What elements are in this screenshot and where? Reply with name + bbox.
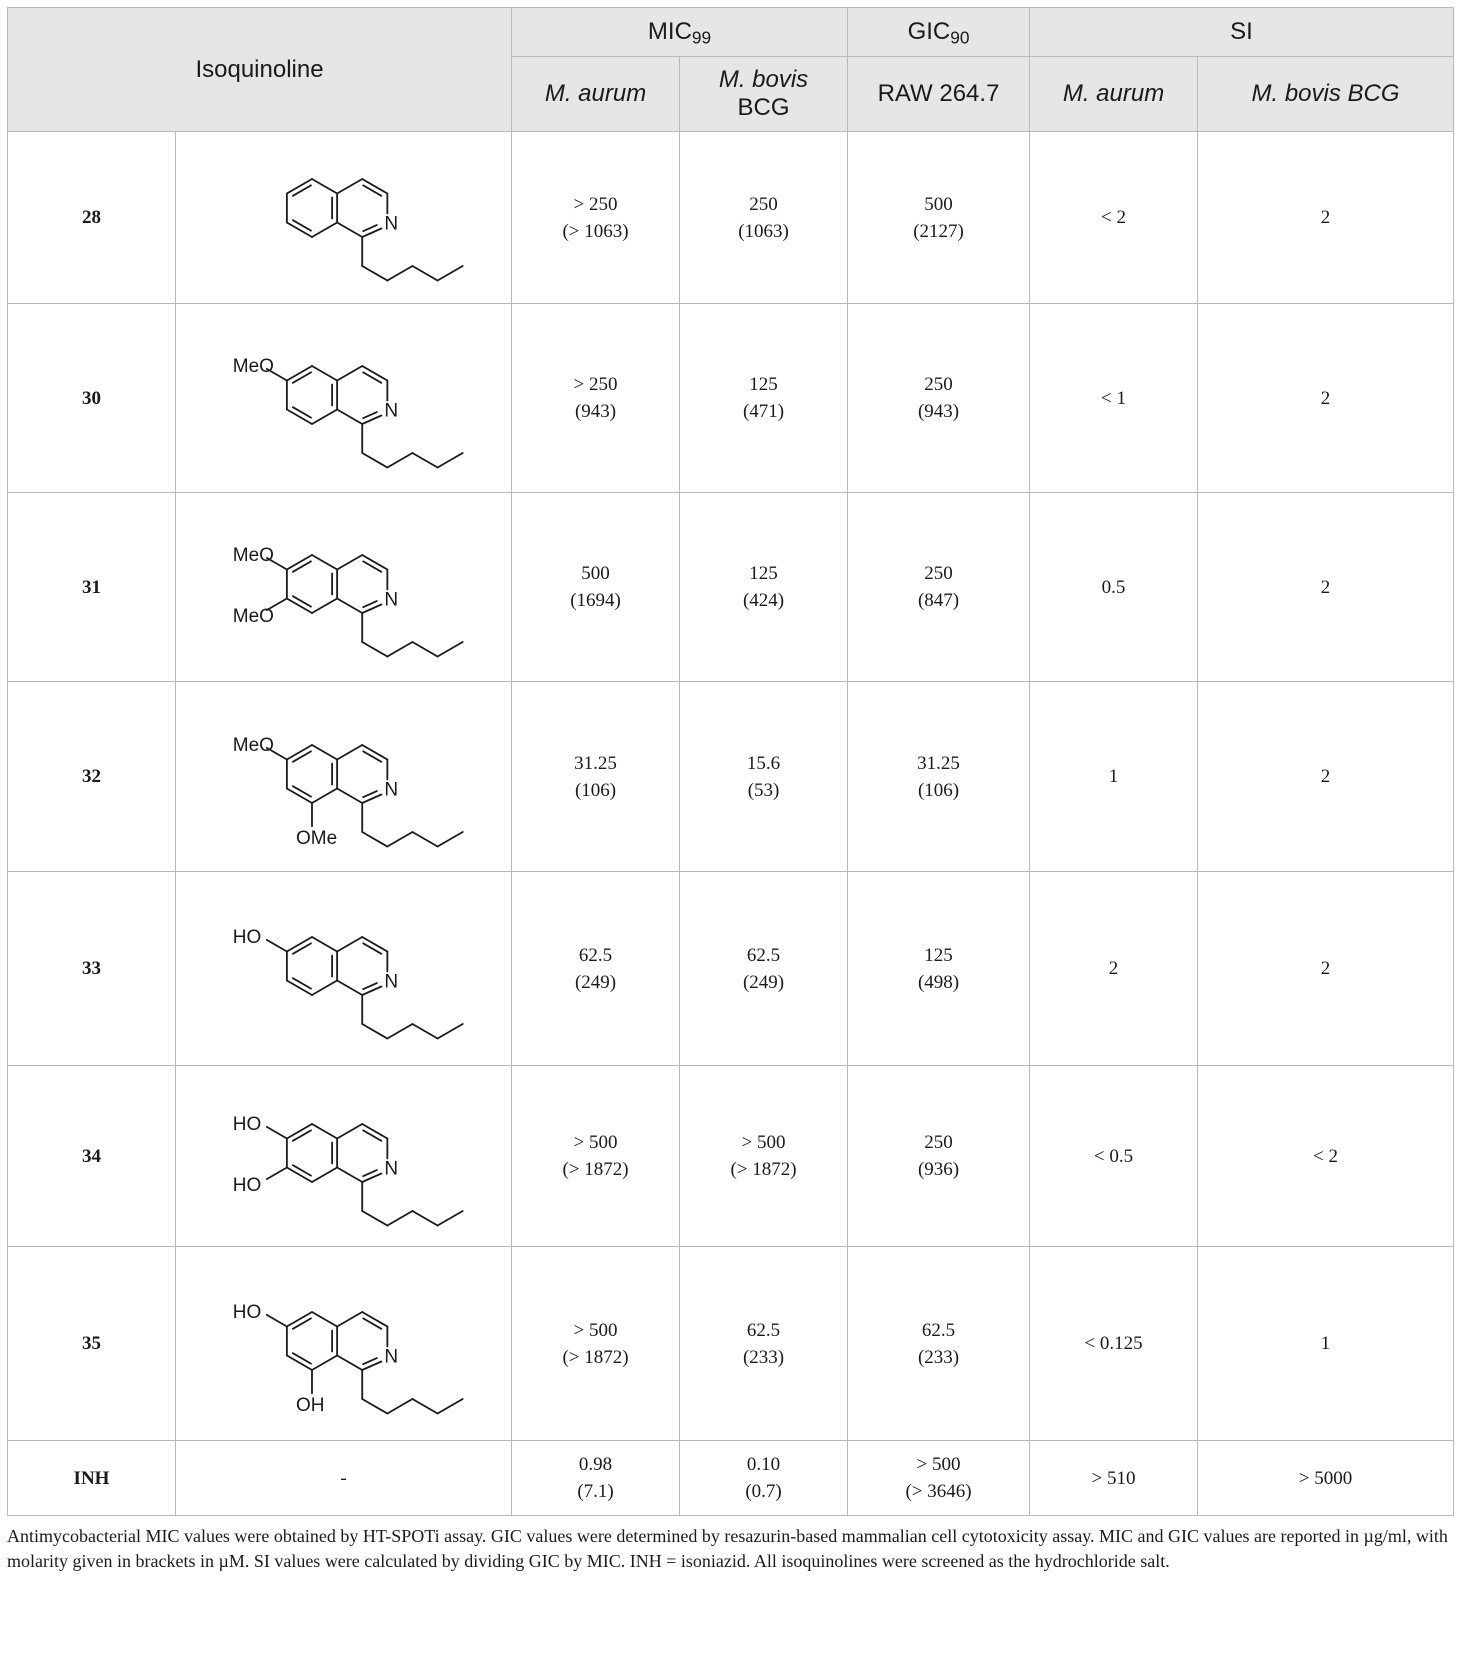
chain-bond [387, 642, 412, 657]
ring-bond [337, 1355, 362, 1370]
gic-cell [848, 1247, 1030, 1441]
isoquinoline-structure [194, 884, 494, 1054]
compound-id: 30 [8, 304, 176, 493]
chain-bond [387, 453, 412, 468]
compound-id: 32 [8, 682, 176, 872]
substituent-8-label: OH [295, 1394, 324, 1416]
gic-value: 250 [924, 374, 953, 395]
table-row [8, 872, 1454, 1066]
nitrogen-label: N [383, 1346, 398, 1367]
mic-m-aurum-cell [512, 1247, 680, 1441]
chain-bond [412, 1024, 437, 1039]
double-bond [363, 412, 377, 418]
ring-bond [312, 1312, 337, 1327]
gic-molar: (847) [917, 590, 960, 611]
mic-m-bovis-cell [680, 132, 848, 304]
chain-bond [362, 1024, 387, 1039]
header-gic-sub: 90 [950, 27, 970, 48]
double-bond [363, 1130, 381, 1140]
ring-bond [312, 1355, 337, 1370]
mic-m-bovis-value: 62.5 [746, 944, 781, 966]
header-gic90 [848, 8, 1030, 57]
header-m-bovis-line1: M. bovis [718, 66, 809, 93]
gic-value: > 500 [916, 1454, 961, 1475]
nitrogen-label: N [383, 400, 398, 422]
si-m-bovis-cell: 1 [1198, 1247, 1454, 1441]
gic-cell [848, 493, 1030, 682]
table-header [8, 8, 1454, 132]
mic-m-bovis-molar: (1063) [738, 220, 789, 242]
table-row [8, 304, 1454, 493]
double-bond [363, 185, 381, 195]
isoquinoline-structure [194, 692, 494, 862]
chain-bond [437, 453, 462, 468]
ring-bond [337, 179, 362, 194]
ring-bond [337, 1312, 362, 1327]
substituent-6-label: HO [232, 1301, 261, 1323]
gic-molar: (233) [917, 1346, 960, 1368]
mic-m-aurum-molar: (> 1063) [562, 220, 629, 242]
ring-bond [312, 1124, 337, 1139]
chain-bond [362, 832, 387, 847]
header-isoquinoline: Isoquinoline [8, 8, 512, 132]
ring-bond [337, 366, 362, 381]
gic-value: 500 [924, 193, 953, 215]
mic-m-aurum-value: > 250 [573, 374, 618, 395]
ring-bond [312, 410, 337, 425]
chain-bond [437, 642, 462, 657]
gic-molar: (2127) [913, 220, 964, 242]
ring-bond [312, 555, 337, 570]
ring-bond [337, 410, 362, 425]
mic-m-bovis-molar: (233) [742, 1346, 785, 1368]
isoquinoline-structure [194, 313, 494, 483]
mic-m-bovis-molar: (53) [747, 779, 780, 801]
nitrogen-label: N [383, 589, 398, 611]
ring-bond [312, 1168, 337, 1183]
gic-value: 250 [924, 563, 953, 584]
si-m-aurum-cell: < 1 [1030, 304, 1198, 493]
isoquinoline-structure [194, 1259, 494, 1429]
double-bond [292, 1353, 310, 1363]
gic-value: 125 [924, 944, 953, 966]
gic-cell [848, 1066, 1030, 1247]
header-si-m-aurum: M. aurum [1030, 57, 1198, 132]
header-si: SI [1030, 8, 1454, 57]
header-gic-label: GIC [907, 18, 951, 45]
si-m-bovis-cell: < 2 [1198, 1066, 1454, 1247]
double-bond [292, 1318, 310, 1328]
ring-bond [337, 937, 362, 952]
compound-id: 35 [8, 1247, 176, 1441]
gic-cell [848, 132, 1030, 304]
isoquinoline-structure [194, 502, 494, 672]
double-bond [292, 185, 310, 195]
double-bond [363, 1318, 381, 1328]
structure-cell [176, 682, 512, 872]
mic-m-bovis-cell [680, 304, 848, 493]
gic-value: 62.5 [921, 1319, 956, 1341]
mic-m-bovis-value: 15.6 [746, 752, 781, 774]
ring-bond [337, 555, 362, 570]
substituent-8-label: OMe [295, 827, 337, 849]
gic-molar: (498) [917, 971, 960, 993]
mic-m-bovis-cell [680, 493, 848, 682]
si-m-aurum-cell: < 0.5 [1030, 1066, 1198, 1247]
mic-m-bovis-value: 0.10 [746, 1454, 781, 1475]
mic-m-aurum-value: > 500 [573, 1132, 618, 1153]
mic-m-aurum-value: 500 [581, 563, 610, 584]
gic-cell [848, 1441, 1030, 1516]
gic-value: 250 [924, 1132, 953, 1153]
table-row-control [8, 1441, 1454, 1516]
substituent-bond [266, 1168, 286, 1180]
mic-m-bovis-molar: (471) [742, 401, 785, 422]
chain-bond [362, 1399, 387, 1414]
double-bond [292, 596, 310, 606]
mic-m-aurum-value: 31.25 [574, 752, 617, 774]
chain-bond [437, 266, 462, 281]
chain-bond [412, 453, 437, 468]
chain-bond [387, 1024, 412, 1039]
chain-bond [387, 1399, 412, 1414]
mic-m-aurum-value: > 500 [573, 1319, 618, 1341]
table-container [7, 7, 1453, 1574]
substituent-7-label: MeO [232, 606, 274, 628]
structure-cell [176, 304, 512, 493]
double-bond [363, 791, 377, 797]
mic-m-bovis-molar: (0.7) [745, 1481, 782, 1502]
mic-m-bovis-cell [680, 872, 848, 1066]
substituent-6-label: HO [232, 1113, 261, 1135]
double-bond [363, 1170, 377, 1176]
mic-m-aurum-cell [512, 493, 680, 682]
ring-bond [312, 745, 337, 760]
gic-molar: (936) [917, 1159, 960, 1180]
mic-m-bovis-value: > 500 [741, 1132, 786, 1153]
chain-bond [412, 1399, 437, 1414]
mic-m-bovis-cell [680, 1441, 848, 1516]
mic-m-aurum-molar: (106) [574, 779, 617, 801]
mic-m-bovis-molar: (424) [742, 590, 785, 611]
table-row [8, 1066, 1454, 1247]
mic-m-aurum-molar: (> 1872) [562, 1346, 629, 1368]
si-m-aurum-cell: > 510 [1030, 1441, 1198, 1516]
ring-bond [337, 788, 362, 803]
header-gic-raw: RAW 264.7 [848, 57, 1030, 132]
si-m-bovis-cell: 2 [1198, 304, 1454, 493]
gic-cell [848, 682, 1030, 872]
substituent-bond [266, 939, 286, 951]
chain-bond [412, 1211, 437, 1226]
mic-m-aurum-cell [512, 1441, 680, 1516]
mic-m-aurum-value: 0.98 [578, 1454, 613, 1475]
structure-cell [176, 1247, 512, 1441]
mic-m-aurum-cell [512, 872, 680, 1066]
double-bond [292, 786, 310, 796]
ring-bond [312, 937, 337, 952]
si-m-aurum-cell: 1 [1030, 682, 1198, 872]
structure-cell [176, 493, 512, 682]
header-si-m-bovis-text: M. bovis BCG [1251, 80, 1400, 107]
chain-bond [437, 832, 462, 847]
double-bond [363, 983, 377, 989]
double-bond [363, 943, 381, 953]
header-mic-sub: 99 [691, 27, 712, 48]
double-bond [292, 561, 310, 571]
structure-cell [176, 1066, 512, 1247]
mic-m-aurum-cell [512, 682, 680, 872]
chain-bond [437, 1211, 462, 1226]
table-row [8, 1247, 1454, 1441]
mic-m-aurum-molar: (1694) [570, 590, 621, 611]
double-bond [292, 372, 310, 382]
compound-id: 33 [8, 872, 176, 1066]
table-body [8, 132, 1454, 1516]
nitrogen-label: N [383, 779, 398, 800]
mic-m-aurum-cell [512, 304, 680, 493]
si-m-aurum-cell: < 2 [1030, 132, 1198, 304]
header-mic-m-aurum: M. aurum [512, 57, 680, 132]
header-m-bovis-line2: BCG [737, 94, 790, 121]
substituent-bond [266, 1314, 286, 1326]
chain-bond [412, 266, 437, 281]
nitrogen-label: N [383, 971, 398, 992]
substituent-7-label: HO [232, 1175, 261, 1197]
mic-m-bovis-value: 250 [749, 193, 778, 215]
double-bond [363, 751, 381, 761]
gic-molar: (943) [917, 401, 960, 422]
si-m-aurum-cell: 0.5 [1030, 493, 1198, 682]
chain-bond [362, 1211, 387, 1226]
chain-bond [387, 832, 412, 847]
mic-m-bovis-value: 62.5 [746, 1319, 781, 1341]
ring-bond [312, 980, 337, 995]
mic-m-aurum-cell [512, 132, 680, 304]
compound-id: INH [8, 1441, 176, 1516]
substituent-bond [266, 1127, 286, 1139]
double-bond [363, 225, 377, 231]
gic-molar: (106) [917, 779, 960, 801]
si-m-bovis-cell: 2 [1198, 682, 1454, 872]
double-bond [363, 561, 381, 571]
ring-bond [312, 788, 337, 803]
double-bond [363, 601, 377, 607]
compound-id: 31 [8, 493, 176, 682]
mic-m-bovis-molar: (> 1872) [730, 1159, 797, 1180]
ring-bond [337, 980, 362, 995]
table-row [8, 682, 1454, 872]
mic-m-aurum-molar: (> 1872) [562, 1159, 629, 1180]
substituent-6-label: MeO [232, 355, 274, 377]
si-m-aurum-cell: 2 [1030, 872, 1198, 1066]
mic-m-aurum-cell [512, 1066, 680, 1247]
substituent-6-label: MeO [232, 544, 274, 566]
results-table [7, 7, 1454, 1516]
header-mic-m-bovis [680, 57, 848, 132]
header-si-m-bovis [1198, 57, 1454, 132]
double-bond [292, 943, 310, 953]
chain-bond [387, 266, 412, 281]
chain-bond [437, 1024, 462, 1039]
mic-m-bovis-cell [680, 1066, 848, 1247]
chain-bond [362, 453, 387, 468]
table-row [8, 132, 1454, 304]
gic-cell [848, 872, 1030, 1066]
chain-bond [412, 642, 437, 657]
substituent-6-label: MeO [232, 734, 274, 756]
structure-cell [176, 872, 512, 1066]
gic-cell [848, 304, 1030, 493]
si-m-bovis-cell: 2 [1198, 132, 1454, 304]
ring-bond [312, 222, 337, 237]
ring-bond [337, 222, 362, 237]
chain-bond [387, 1211, 412, 1226]
mic-m-aurum-molar: (249) [574, 971, 617, 993]
double-bond [292, 407, 310, 417]
gic-value: 31.25 [917, 752, 960, 774]
chain-bond [412, 832, 437, 847]
table-footnote: Antimycobacterial MIC values were obtained by HT-SPOTi assay. GIC values were determined by resazurin-based mammalian cell cytotoxicity assay. MIC and GIC values are reported in µg/ml, with molarity given in brackets in µM. SI values were calculated by dividing GIC by MIC. INH = isoniazid. All isoquinolines were screened as the hydrochloride salt. [7, 1526, 1448, 1571]
ring-bond [337, 599, 362, 614]
ring-bond [337, 745, 362, 760]
si-m-bovis-cell: 2 [1198, 493, 1454, 682]
double-bond [363, 1358, 377, 1364]
ring-bond [312, 179, 337, 194]
mic-m-bovis-value: 125 [749, 374, 778, 395]
table-row [8, 493, 1454, 682]
mic-m-aurum-molar: (7.1) [577, 1481, 614, 1502]
ring-bond [312, 599, 337, 614]
si-m-bovis-cell: 2 [1198, 872, 1454, 1066]
mic-m-aurum-value: > 250 [573, 193, 618, 215]
isoquinoline-structure [194, 138, 494, 298]
double-bond [292, 751, 310, 761]
mic-m-bovis-cell [680, 682, 848, 872]
si-m-aurum-cell: < 0.125 [1030, 1247, 1198, 1441]
chain-bond [437, 1399, 462, 1414]
structure-cell [176, 132, 512, 304]
mic-m-bovis-molar: (249) [742, 971, 785, 993]
compound-id: 34 [8, 1066, 176, 1247]
nitrogen-label: N [383, 213, 398, 234]
ring-bond [312, 366, 337, 381]
chain-bond [362, 266, 387, 281]
isoquinoline-structure [194, 1071, 494, 1241]
double-bond [363, 372, 381, 382]
header-mic99 [512, 8, 848, 57]
double-bond [292, 1165, 310, 1175]
chain-bond [362, 642, 387, 657]
si-m-bovis-cell: > 5000 [1198, 1441, 1454, 1516]
mic-m-aurum-molar: (943) [574, 401, 617, 422]
mic-m-aurum-value: 62.5 [578, 944, 613, 966]
nitrogen-label: N [383, 1158, 398, 1180]
ring-bond [337, 1168, 362, 1183]
header-mic-label: MIC [647, 18, 692, 45]
structure-cell: - [176, 1441, 512, 1516]
double-bond [292, 220, 310, 230]
mic-m-bovis-value: 125 [749, 563, 778, 584]
double-bond [292, 978, 310, 988]
compound-id: 28 [8, 132, 176, 304]
gic-molar: (> 3646) [905, 1481, 972, 1502]
mic-m-bovis-cell [680, 1247, 848, 1441]
double-bond [292, 1130, 310, 1140]
substituent-6-label: HO [232, 926, 261, 948]
ring-bond [337, 1124, 362, 1139]
